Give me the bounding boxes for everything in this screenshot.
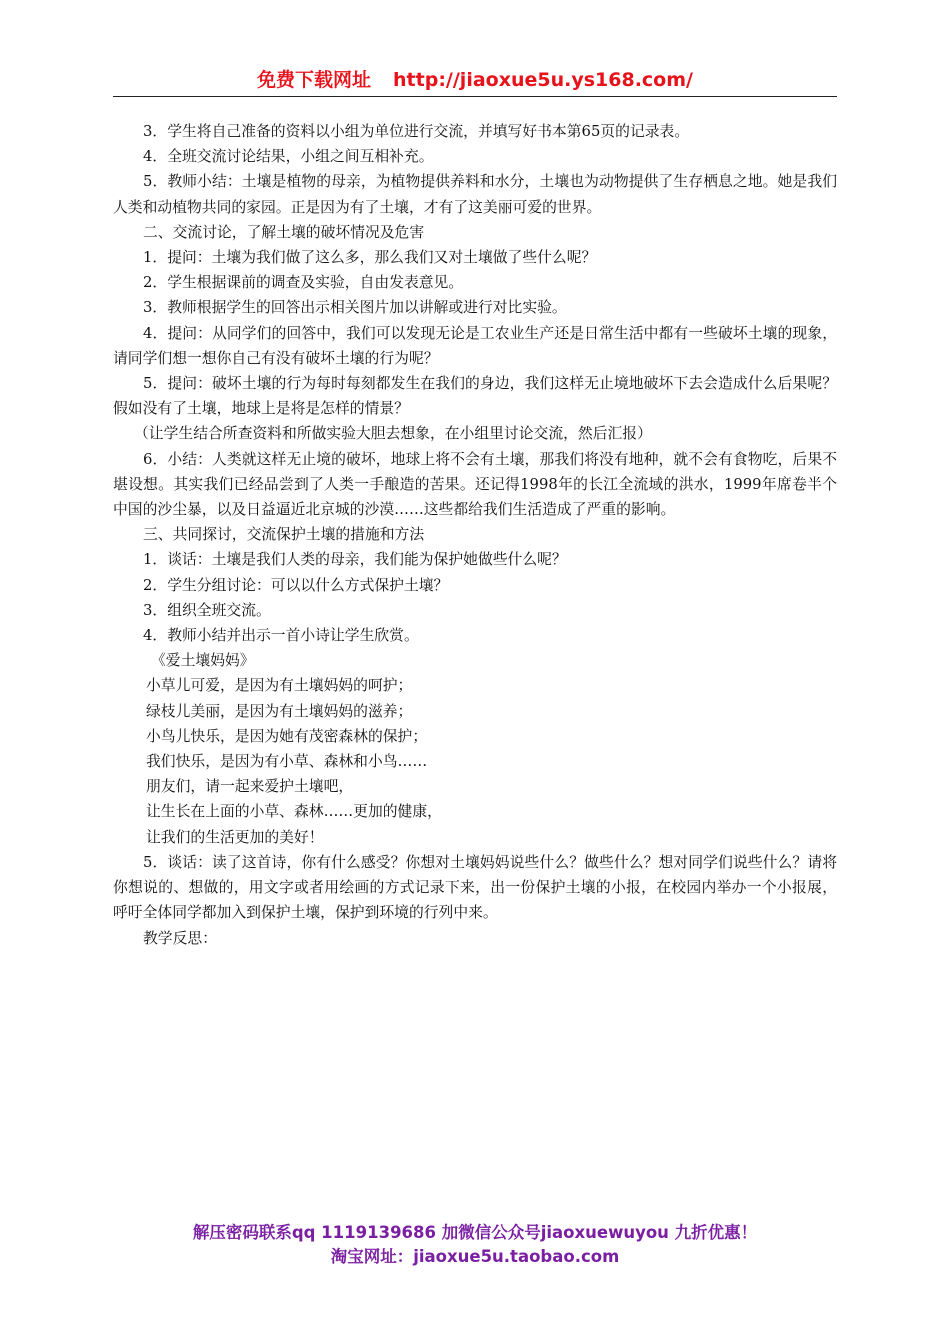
paragraph: 5．教师小结：土壤是植物的母亲，为植物提供养料和水分，土壤也为动物提供了生存栖息之地。她是我们人类和动植物共同的家园。正是因为有了土壤，才有了这美丽可爱的世界。 xyxy=(113,173,837,216)
paragraph: 小草儿可爱，是因为有土壤妈妈的呵护； xyxy=(146,677,413,695)
paragraph: 4．提问：从同学们的回答中，我们可以发现无论是工农业生产还是日常生活中都有一些破坏土壤的现象，请同学们想一想你自己有没有破坏土壤的行为呢？ xyxy=(113,324,837,367)
paragraph: 《爱土壤妈妈》 xyxy=(151,652,255,670)
paragraph: 6．小结：人类就这样无止境的破坏，地球上将不会有土壤，那我们将没有地种，就不会有食物吃，后果不堪设想。其实我们已经品尝到了人类一手酿造的苦果。还记得1998年的长江全流域的洪水，1999年席卷半个中国的沙尘暴，以及日益逼近北京城的沙漠……这些都给我们生活造成了严重的影响。 xyxy=(113,450,837,519)
paragraph: 1．谈话：土壤是我们人类的母亲，我们能为保护她做些什么呢？ xyxy=(143,551,567,569)
footer-line-2: 淘宝网址：jiaoxue5u.taobao.com xyxy=(330,1247,620,1266)
paragraph: 5．提问：破坏土壤的行为每时每刻都发生在我们的身边，我们这样无止境地破坏下去会造成什么后果呢？假如没有了土壤，地球上是将是怎样的情景？ xyxy=(113,375,837,418)
paragraph: 让我们的生活更加的美好！ xyxy=(146,828,324,846)
paragraph: （让学生结合所查资料和所做实验大胆去想象，在小组里讨论交流，然后汇报） xyxy=(134,425,652,443)
document-body xyxy=(113,119,837,951)
paragraph: 5．谈话：读了这首诗，你有什么感受？你想对土壤妈妈说些什么？做些什么？想对同学们说些什么？请将你想说的、想做的，用文字或者用绘画的方式记录下来，出一份保护土壤的小报，在校园内举办一个小报展，呼吁全体同学都加入到保护土壤，保护到环境的行列中来。 xyxy=(113,853,837,922)
paragraph: 二、交流讨论，了解土壤的破坏情况及危害 xyxy=(143,223,425,241)
paragraph: 教学反思： xyxy=(143,929,217,947)
paragraph: 让生长在上面的小草、森林……更加的健康， xyxy=(146,803,442,821)
paragraph: 2．学生根据课前的调查及实验，自由发表意见。 xyxy=(143,274,464,292)
paragraph: 3．组织全班交流。 xyxy=(143,601,271,619)
paragraph: 三、共同探讨，交流保护土壤的措施和方法 xyxy=(143,526,425,544)
paragraph: 3．学生将自己准备的资料以小组为单位进行交流，并填写好书本第65页的记录表。 xyxy=(143,123,690,140)
paragraph: 我们快乐，是因为有小草、森林和小鸟…… xyxy=(146,753,428,771)
paragraph: 绿枝儿美丽，是因为有土壤妈妈的滋养； xyxy=(146,702,413,720)
paragraph: 小鸟儿快乐，是因为她有茂密森林的保护； xyxy=(146,727,428,745)
paragraph: 1．提问：土壤为我们做了这么多，那么我们又对土壤做了些什么呢？ xyxy=(143,249,597,267)
paragraph: 2．学生分组讨论：可以以什么方式保护土壤？ xyxy=(143,576,449,594)
paragraph: 3．教师根据学生的回答出示相关图片加以讲解或进行对比实验。 xyxy=(143,299,567,317)
paragraph: 4．全班交流讨论结果，小组之间互相补充。 xyxy=(143,148,434,166)
header-url: http://jiaoxue5u.ys168.com/ xyxy=(393,69,693,91)
header-label: 免费下载网址 xyxy=(257,69,372,91)
paragraph: 4．教师小结并出示一首小诗让学生欣赏。 xyxy=(143,627,419,645)
page-header xyxy=(113,66,837,97)
footer-line-1: 解压密码联系qq 1119139686 加微信公众号jiaoxuewuyou 九折优惠！ xyxy=(192,1223,758,1242)
paragraph: 朋友们，请一起来爱护土壤吧， xyxy=(146,778,354,796)
